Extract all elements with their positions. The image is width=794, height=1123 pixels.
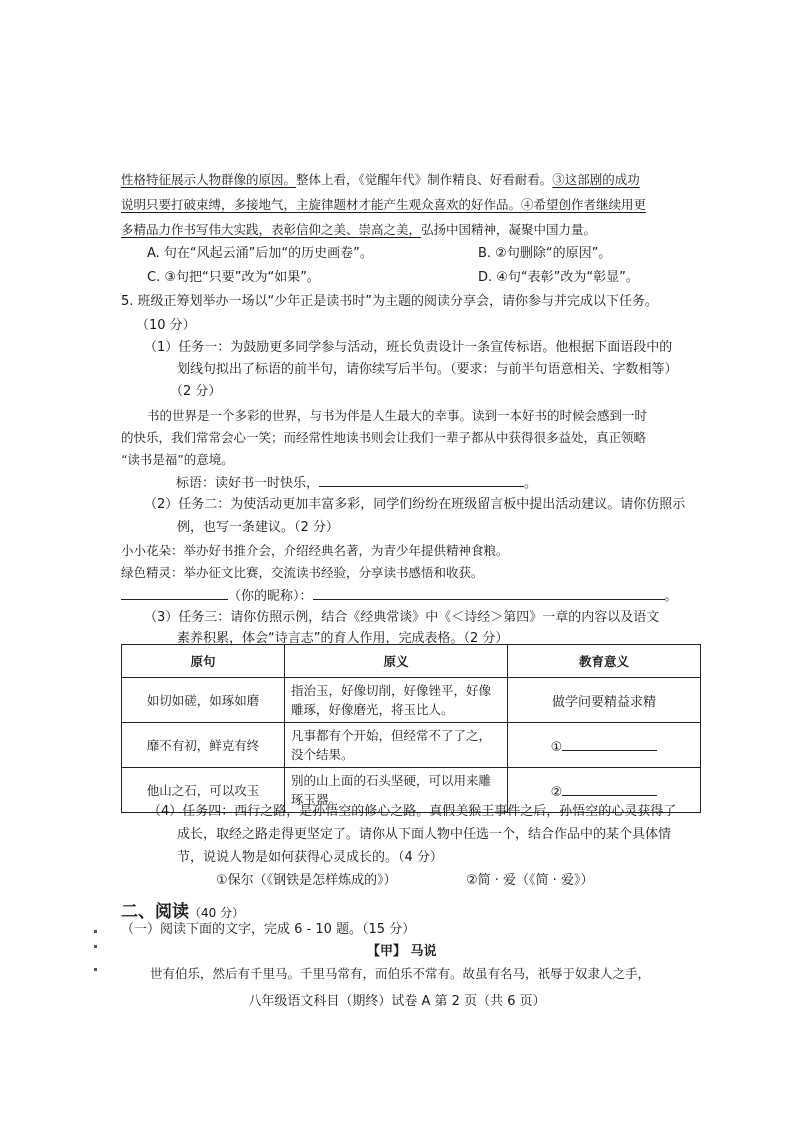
- intro-line-1-c: ③这部剧的成功: [552, 172, 640, 187]
- section-score: （40 分）: [189, 906, 245, 920]
- row2-meaning: 凡事都有个开始，但经常不了了之，没个结果。: [285, 723, 508, 768]
- passage-title: 【甲】 马说: [367, 944, 437, 959]
- task1-passage-3: “读书是福”的意境。: [121, 452, 234, 467]
- option-c: C. ③句把“只要”改为“如果”。: [147, 270, 320, 285]
- section-title: 二、阅读: [121, 902, 189, 922]
- nickname-blank[interactable]: [121, 585, 228, 600]
- row1-meaning: 指治玉，好像切削，好像锉平，好像雕琢，好像磨光，将玉比人。: [285, 678, 508, 723]
- nickname-label: （你的昵称）：: [228, 589, 313, 604]
- option-d: D. ④句“表彰”改为“彰显”。: [478, 270, 639, 285]
- row3-original: 他山之石，可以攻玉: [122, 768, 285, 813]
- task1-passage-2: 的快乐，我们常常会心一笑；而经常性地读书则会让我们一辈子都从中获得很多益处，真正领略: [121, 430, 647, 445]
- page-footer: 八年级语文科目（期终）试卷 A 第 2 页（共 6 页）: [248, 994, 546, 1009]
- row3-meaning: 别的山上面的石头坚硬，可以用来雕琢玉器。: [285, 768, 508, 813]
- task4-line-1: （4）任务四：西行之路，是孙悟空的修心之路。真假美猴王事件之后，孙悟空的心灵获得了: [148, 804, 677, 819]
- intro-line-2-b: ④希望创作者继续用更: [521, 197, 647, 212]
- task1-line-1: （1）任务一：为鼓励更多同学参与活动，班长负责设计一条宣传标语。他根据下面语段中的: [144, 340, 673, 355]
- table-row: [122, 678, 701, 723]
- answer-blank-2[interactable]: [562, 781, 657, 796]
- slogan-label: 标语：读好书一时快乐，: [176, 476, 320, 491]
- section-heading: [121, 897, 244, 922]
- col-header-education: 教育意义: [508, 645, 701, 678]
- row1-original: 如切如磋，如琢如磨: [122, 678, 285, 723]
- slogan-blank[interactable]: [319, 472, 524, 487]
- task1-line-3: （2 分）: [170, 384, 222, 399]
- table-header-row: [122, 645, 701, 678]
- row2-original: 靡不有初，鲜克有终: [122, 723, 285, 768]
- intro-line-2-a: 说明只要打破束缚，多接地气，主旋律题材才能产生观众喜欢的好作品。: [121, 197, 522, 212]
- margin-mark: [94, 968, 97, 971]
- task4-option-1: ①保尔（《钢铁是怎样炼成的》）: [216, 873, 397, 888]
- passage-line-1: 世有伯乐，然后有千里马。千里马常有，而伯乐不常有。故虽有名马，祇辱于奴隶人之手，: [150, 966, 651, 981]
- task2-example-1: 小小花朵：举办好书推介会，介绍经典名著，为青少年提供精神食粮。: [121, 543, 509, 558]
- margin-mark: [94, 945, 97, 948]
- task4-line-3: 节，说说人物是如何获得心灵成长的。（4 分）: [177, 850, 443, 865]
- suggestion-end: 。: [664, 589, 678, 604]
- row2-education-label: ①: [550, 739, 563, 755]
- option-b: B. ②句删除“的原因”。: [478, 246, 612, 261]
- option-a: A. 句在“风起云涌”后加“的历史画卷”。: [147, 246, 373, 261]
- row2-education: [508, 723, 701, 768]
- task2-line-1: （2）任务二：为使活动更加丰富多彩，同学们纷纷在班级留言板中提出活动建议。请你仿照示: [144, 497, 686, 512]
- reading-instruction: （一）阅读下面的文字，完成 6 - 10 题。（15 分）: [121, 922, 416, 937]
- task1-passage-1: 书的世界是一个多彩的世界，与书为伴是人生最大的幸事。读到一本好书的时候会感到一时: [147, 408, 648, 423]
- task1-line-2: 划线句拟出了标语的前半句，请你续写后半句。（要求：与前半句语意相关、字数相等）: [177, 362, 678, 377]
- col-header-meaning: 原义: [285, 645, 508, 678]
- slogan-end: 。: [524, 476, 538, 491]
- suggestion-blank[interactable]: [313, 585, 665, 600]
- intro-line-3-a: 多精品力作书写伟大实践，表彰信仰之美、崇高之美，: [121, 222, 422, 237]
- q5-stem-2: （10 分）: [136, 318, 196, 333]
- task1-slogan: [176, 472, 537, 494]
- task3-line-1: （3）任务三：请你仿照示例，结合《经典常谈》中《＜诗经＞第四》一章的内容以及语文: [144, 610, 660, 625]
- task2-line-2: 例，也写一条建议。（2 分）: [177, 520, 339, 535]
- row1-education: 做学问要精益求精: [508, 678, 701, 723]
- task4-line-2: 成长，取经之路走得更坚定了。请你从下面人物中任选一个，结合作品中的某个具体情: [177, 827, 672, 842]
- poetry-table: [121, 644, 701, 813]
- table-row: [122, 723, 701, 768]
- task4-option-2: ②简 · 爱（《简 · 爱》）: [466, 873, 594, 888]
- task3-line-2: 素养积累，体会“诗言志”的育人作用，完成表格。（2 分）: [177, 631, 509, 646]
- intro-line-3: [121, 220, 596, 240]
- q5-stem-1: 5. 班级正筹划举办一场以“少年正是读书时”为主题的阅读分享会，请你参与并完成以下任务。: [121, 294, 659, 309]
- col-header-original: 原句: [122, 645, 285, 678]
- intro-line-1: [121, 170, 640, 190]
- intro-line-1-b: 整体上看，《觉醒年代》制作精良、好看耐看。: [296, 172, 553, 187]
- task2-example-2: 绿色精灵：举办征文比赛，交流读书经验，分享读书感悟和收获。: [121, 565, 484, 580]
- intro-line-2: [121, 195, 646, 215]
- answer-blank-1[interactable]: [562, 736, 657, 751]
- intro-line-3-b: 弘扬中国精神，凝聚中国力量。: [421, 222, 597, 237]
- margin-mark: [94, 930, 97, 933]
- task2-answer: [121, 585, 678, 607]
- row3-education-label: ②: [550, 784, 563, 800]
- intro-line-1-a: 性格特征展示人物群像的原因。: [121, 172, 297, 187]
